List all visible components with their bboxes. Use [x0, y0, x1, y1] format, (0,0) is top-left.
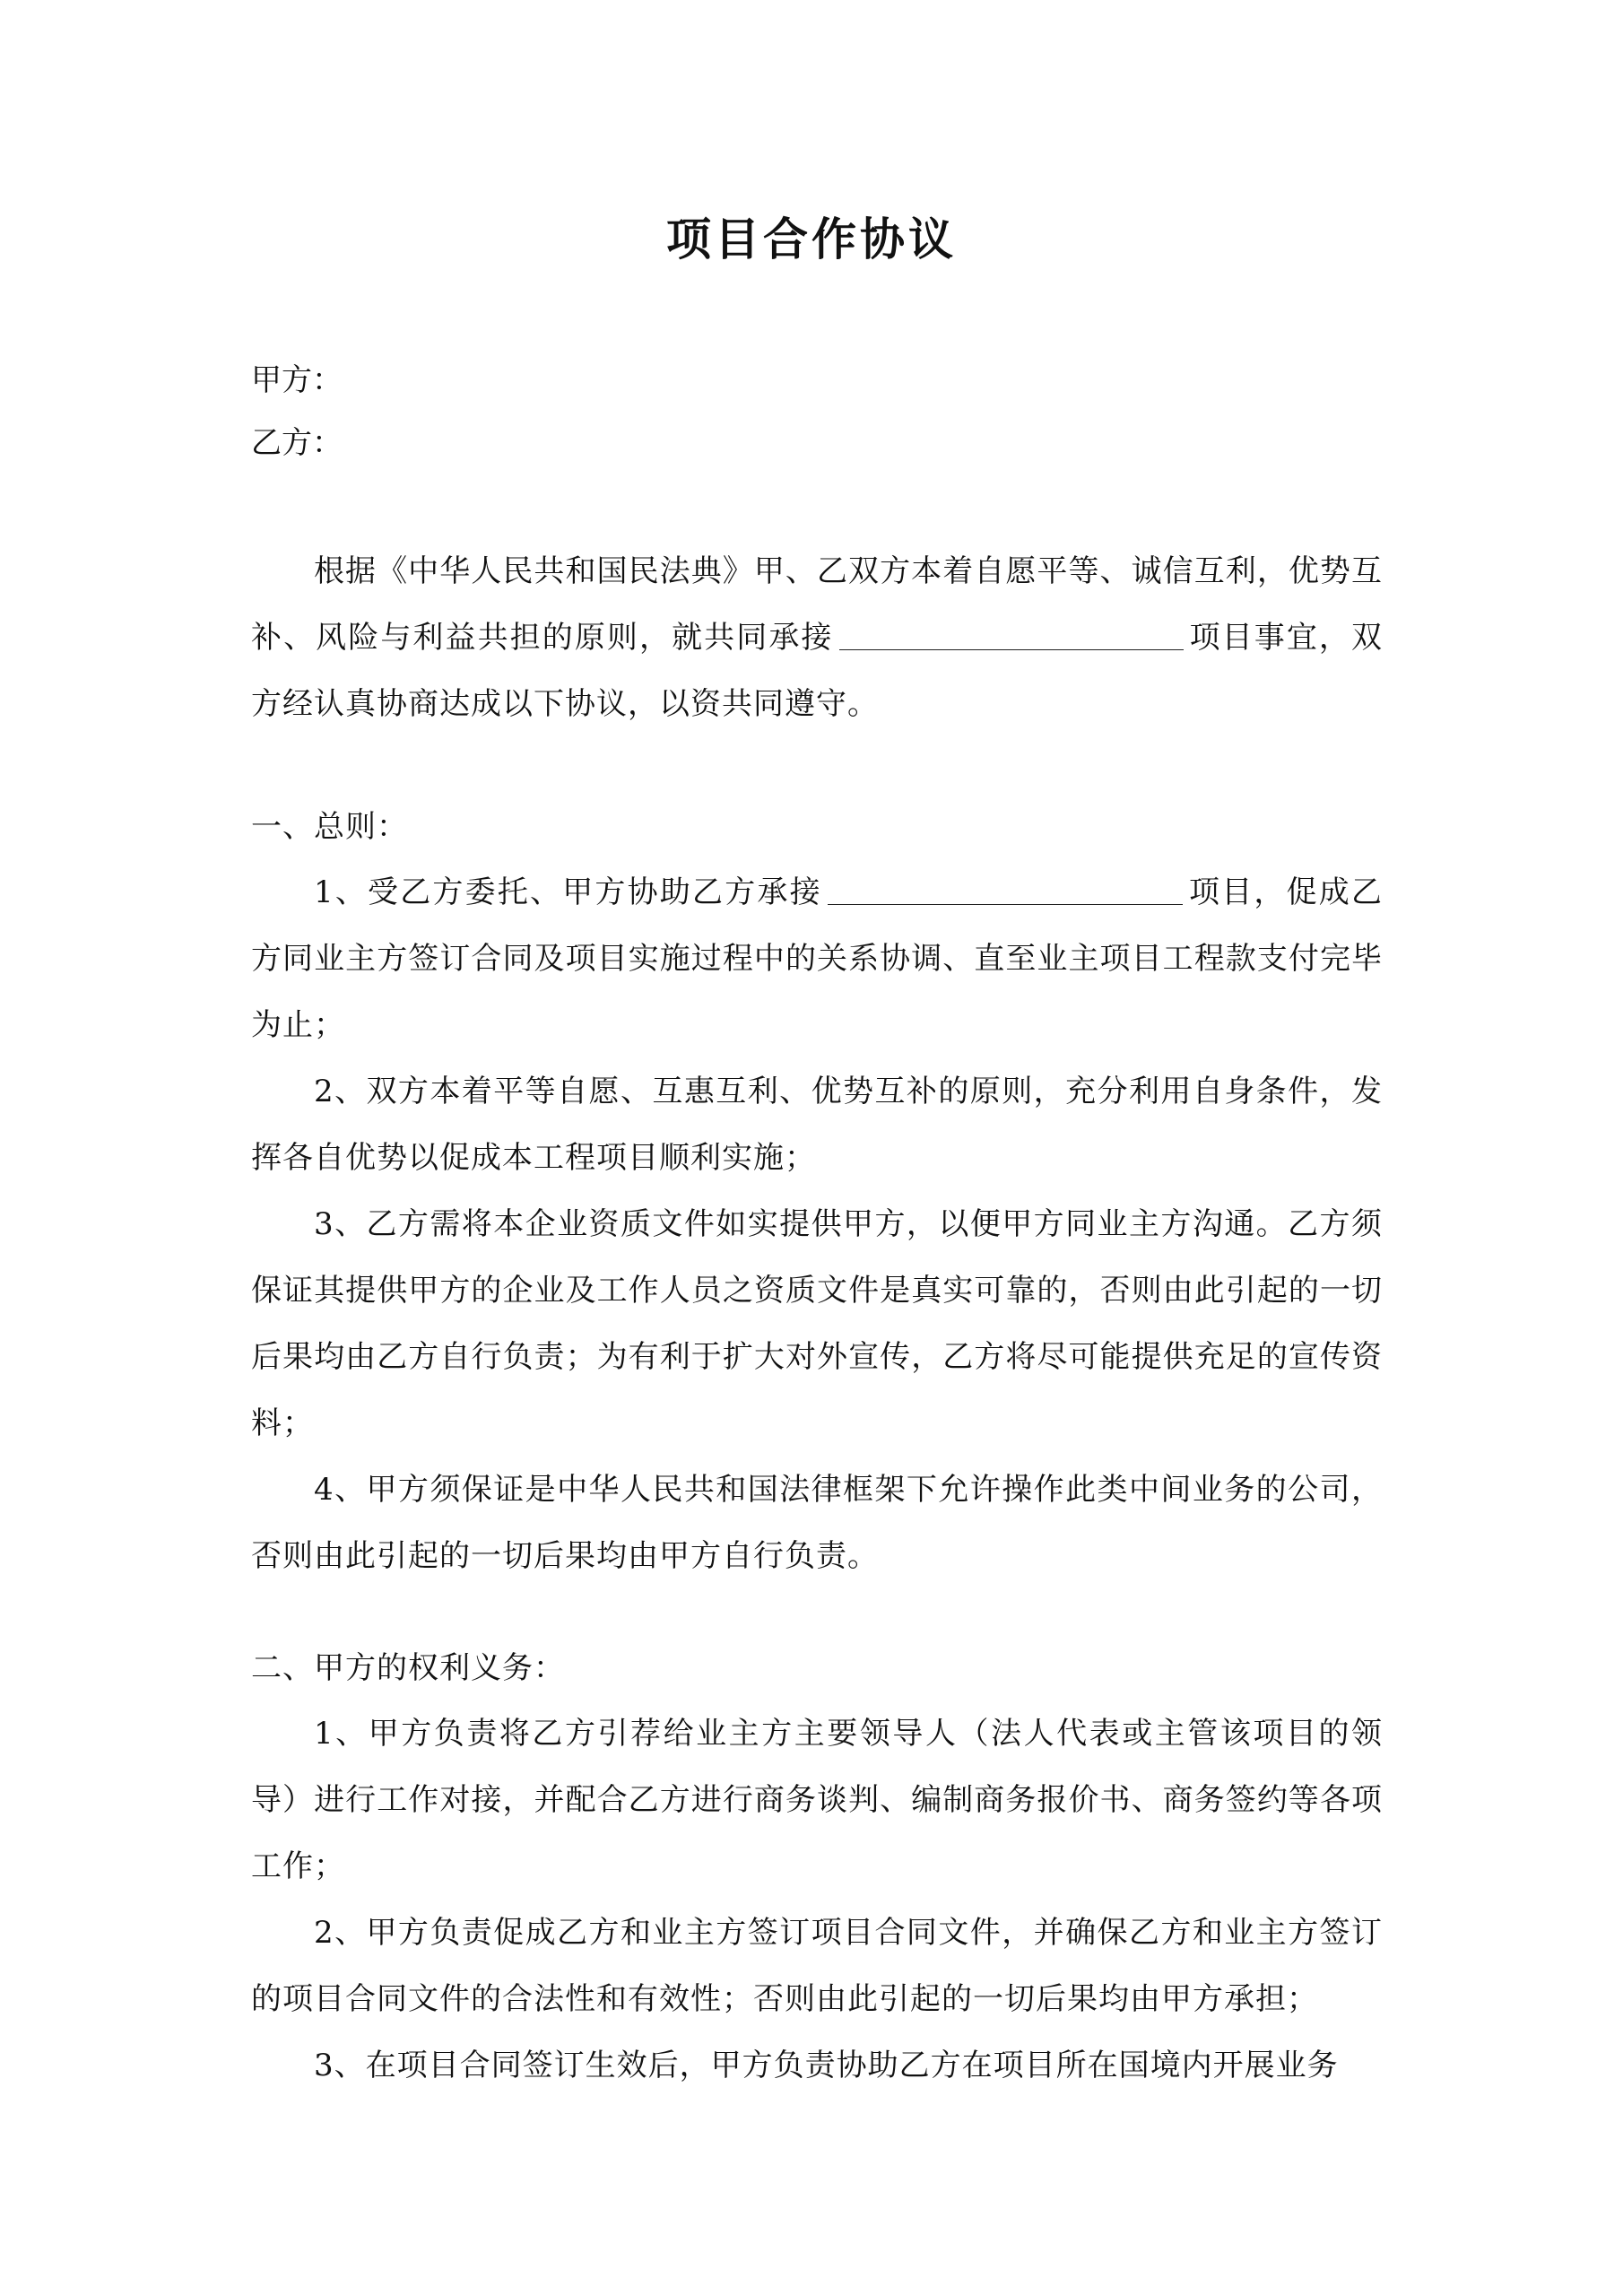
- clause-1-text-after: 项目，促成乙方同业主方签订合同及项目实施过程中的关系协调、直至业主项目工程款支付完毕为止；: [251, 874, 1384, 1043]
- section-2-clause-1: 1、甲方负责将乙方引荐给业主方主要领导人（法人代表或主管该项目的领导）进行工作对接，并配合乙方进行商务谈判、编制商务报价书、商务签约等各项工作；: [251, 1716, 1383, 1884]
- project-name-blank[interactable]: [839, 619, 1184, 650]
- preamble-text-after: 项目事宜，双方经认真协商达成以下协议，以资共同遵守。: [251, 620, 1383, 722]
- section-2-clause-2: 2、甲方负责促成乙方和业主方签订项目合同文件，并确保乙方和业主方签订的项目合同文件的合法性和有效性；否则由此引起的一切后果均由甲方承担；: [251, 1915, 1383, 2017]
- preamble-text-before: 根据《中华人民共和国民法典》甲、乙双方本着自愿平等、诚信互利，优势互补、风险与利益共担的原则，就共同承接: [251, 553, 1383, 656]
- project-name-blank-2[interactable]: [828, 874, 1183, 905]
- party-b-label: 乙方：: [251, 425, 343, 461]
- section-2-heading: 二、甲方的权利义务：: [251, 1650, 565, 1686]
- section-2-clause-3: 3、在项目合同签订生效后，甲方负责协助乙方在项目所在国境内开展业务: [314, 2048, 1339, 2083]
- party-a-label: 甲方：: [251, 362, 343, 398]
- section-1-clause-2: 2、双方本着平等自愿、互惠互利、优势互补的原则，充分利用自身条件，发挥各自优势以促成本工程项目顺利实施；: [251, 1074, 1383, 1176]
- section-1-heading: 一、总则：: [251, 809, 408, 845]
- clause-1-text-before: 1、受乙方委托、甲方协助乙方承接: [314, 874, 822, 910]
- section-1-clause-1: [251, 859, 1383, 1058]
- section-1-clause-3: 3、乙方需将本企业资质文件如实提供甲方，以便甲方同业主方沟通。乙方须保证其提供甲方的企业及工作人员之资质文件是真实可靠的，否则由此引起的一切后果均由乙方自行负责；为有利于扩大对外宣传，乙方将尽可能提供充足的宣传资料；: [251, 1206, 1383, 1441]
- document-title: 项目合作协议: [666, 213, 957, 265]
- preamble-paragraph: [251, 538, 1383, 737]
- section-1-clause-4: 4、甲方须保证是中华人民共和国法律框架下允许操作此类中间业务的公司，否则由此引起的一切后果均由甲方自行负责。: [251, 1472, 1383, 1574]
